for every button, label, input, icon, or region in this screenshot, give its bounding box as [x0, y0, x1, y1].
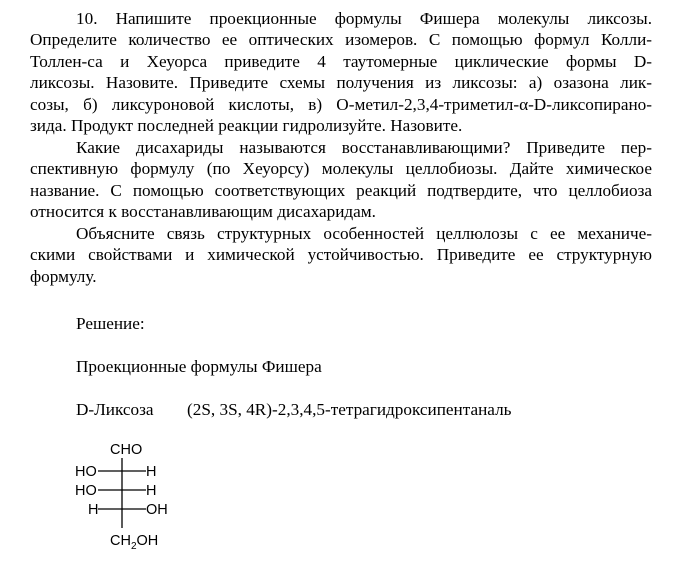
p1-line-6: зида. Продукт последней реакции гидролизуйте. Назовите. [30, 116, 463, 136]
fischer-projection-svg [60, 432, 190, 560]
solution-heading: Решение: [76, 314, 145, 333]
p2-line-1: Какие дисахариды называются восстанавливающими? Приведите пер- [76, 138, 652, 157]
fischer-row-2-left: HO [75, 483, 97, 499]
iupac-name: (2S, 3S, 4R)-2,3,4,5-тетрагидроксипентаналь [187, 400, 512, 419]
fischer-top-group: CHO [110, 442, 143, 458]
p1-line-4: ликсозы. Назовите. Приведите схемы получения из ликсозы: а) озазона лик- [30, 73, 652, 93]
p3-line-2: скими свойствами и химической устойчивостью. Приведите ее структурную [30, 245, 652, 265]
compound-name: D-Ликсоза [76, 400, 154, 419]
problem-paragraph-2 [30, 137, 652, 223]
fischer-bottom-ch: CH [110, 533, 131, 549]
fischer-row-1-left: HO [75, 464, 97, 480]
p1-line-3: Толлен-са и Хеуорса приведите 4 таутомерные циклические формы D- [30, 51, 652, 71]
p2-line-2: спективную формулу (по Хеуорсу) молекулы целлобиозы. Дайте химическое [30, 159, 652, 179]
fischer-bottom-subscript: 2 [130, 541, 137, 552]
fischer-projection [60, 432, 190, 560]
p1-line-2: Определите количество ее оптических изомеров. С помощью формул Колли- [30, 30, 652, 50]
p3-line-1: Объясните связь структурных особенностей целлюлозы с ее механиче- [76, 224, 652, 243]
p2-line-4: относится к восстанавливающим дисахаридам. [30, 202, 376, 222]
fischer-row-3-right: OH [146, 502, 168, 518]
p2-line-3: название. С помощью соответствующих реакций подтвердите, что целлобиоза [30, 180, 652, 200]
problem-paragraph-3 [30, 223, 652, 287]
fischer-bottom-oh: OH [136, 533, 159, 549]
p1-line-1: 10. Напишите проекционные формулы Фишера молекулы ликсозы. [76, 9, 652, 28]
p3-line-3: формулу. [30, 266, 97, 286]
fischer-row-2-right: H [146, 483, 157, 499]
fischer-bottom-group [110, 533, 158, 552]
fischer-row-3-left: H [88, 502, 99, 518]
solution-subheading: Проекционные формулы Фишера [76, 357, 322, 376]
problem-paragraph-1 [30, 8, 652, 136]
p1-line-5: созы, б) ликсуроновой кислоты, в) О-метил-2,3,4-триметил-α-D-ликсопирано- [30, 94, 652, 114]
fischer-row-1-right: H [146, 464, 157, 480]
